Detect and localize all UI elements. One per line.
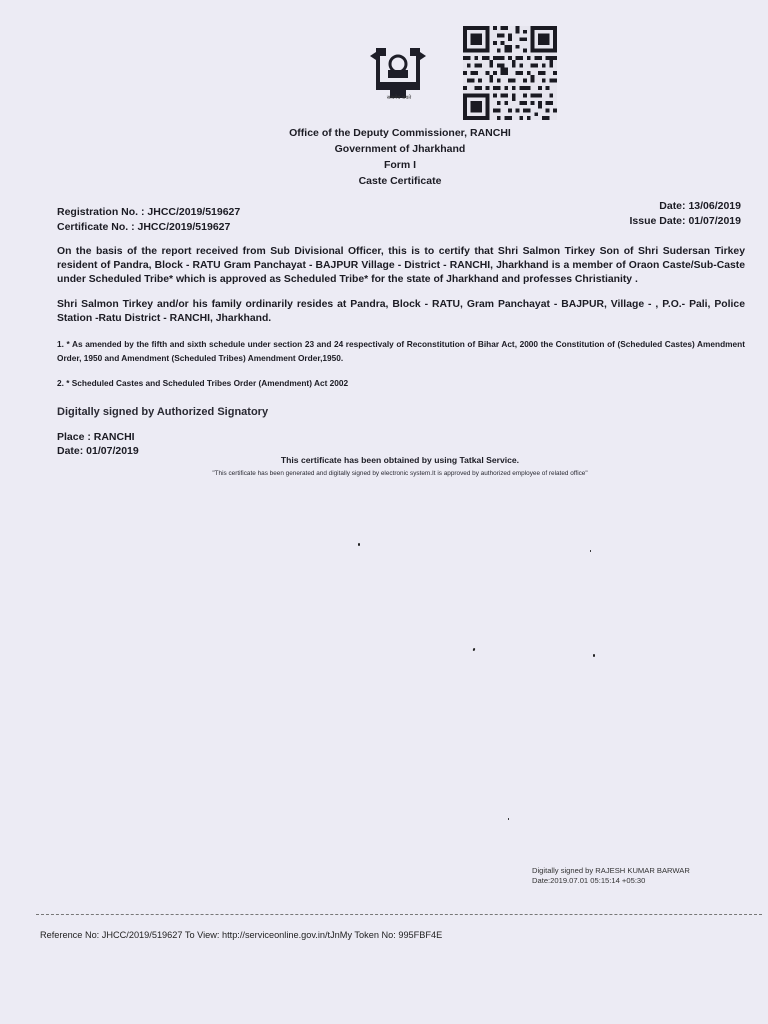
digital-signature-signer: Digitally signed by RAJESH KUMAR BARWAR [532, 866, 690, 875]
government-name: Government of Jharkhand [334, 143, 466, 155]
place-value: Place : RANCHI [57, 431, 135, 443]
office-title: Office of the Deputy Commissioner, RANCHI [289, 127, 511, 139]
registration-number: Registration No. : JHCC/2019/519627 [57, 206, 241, 218]
footer-divider [36, 914, 762, 915]
generated-notice: "This certificate has been generated and digitally signed by electronic system.It is approved by authorized employee of related office" [212, 470, 588, 477]
certification-paragraph: On the basis of the report received from Sub Divisional Officer, this is to certify that Shri Salmon Tirkey Son of Shri Sudersan Tirkey resident of Pandra, Block - RATU Gram Panchayat - BAJPUR Village - District - RANCHI, Jharkhand is a member of Oraon Caste/Sub-Caste under Scheduled Tribe* which is approved as Scheduled Tribe* for the state of Jharkhand and professes Christianity . [57, 246, 745, 285]
scan-speck [593, 654, 595, 657]
scan-speck [508, 818, 509, 820]
issue-date: Issue Date: 01/07/2019 [629, 215, 741, 227]
certificate-header [200, 125, 600, 189]
place-date-block [57, 430, 139, 458]
emblem-caption: सत्यमेव जयते [386, 95, 412, 101]
scan-speck [358, 543, 360, 546]
registration-block [57, 205, 240, 235]
digital-signature-stamp [532, 866, 690, 886]
digital-signature-date: Date:2019.07.01 05:15:14 +05:30 [532, 876, 646, 885]
signatory-statement: Digitally signed by Authorized Signatory [57, 406, 269, 418]
residence-paragraph: Shri Salmon Tirkey and/or his family ordinarily resides at Pandra, Block - RATU, Gram Panchayat - BAJPUR, Village - , P.O.- Pali, Police Station -Ratu District - RANCHI, Jharkhand. [57, 299, 745, 324]
tatkal-notice: This certificate has been obtained by using Tatkal Service. [280, 455, 520, 465]
form-name: Form I [383, 159, 417, 171]
date-block [630, 199, 742, 229]
footnote-1: 1. * As amended by the fifth and sixth schedule under section 23 and 24 respectivaly of Reconstitution of Bihar Act, 2000 the Constitution of (Scheduled Castes) Amendment Order, 1950 and Amendment (Scheduled Tribes) Amendment Order,1950. [57, 339, 745, 363]
application-date: Date: 13/06/2019 [659, 200, 741, 212]
footnote-2: 2. * Scheduled Castes and Scheduled Tribes Order (Amendment) Act 2002 [57, 378, 349, 388]
certificate-number: Certificate No. : JHCC/2019/519627 [57, 221, 231, 233]
scan-speck [473, 648, 476, 652]
reference-line: Reference No: JHCC/2019/519627 To View: http://serviceonline.gov.in/tJnMy Token No: 995FBF4E [40, 930, 443, 940]
signature-date: Date: 01/07/2019 [57, 445, 139, 457]
scan-speck [590, 550, 591, 552]
certificate-title: Caste Certificate [358, 175, 442, 187]
qr-code-icon [463, 26, 557, 120]
